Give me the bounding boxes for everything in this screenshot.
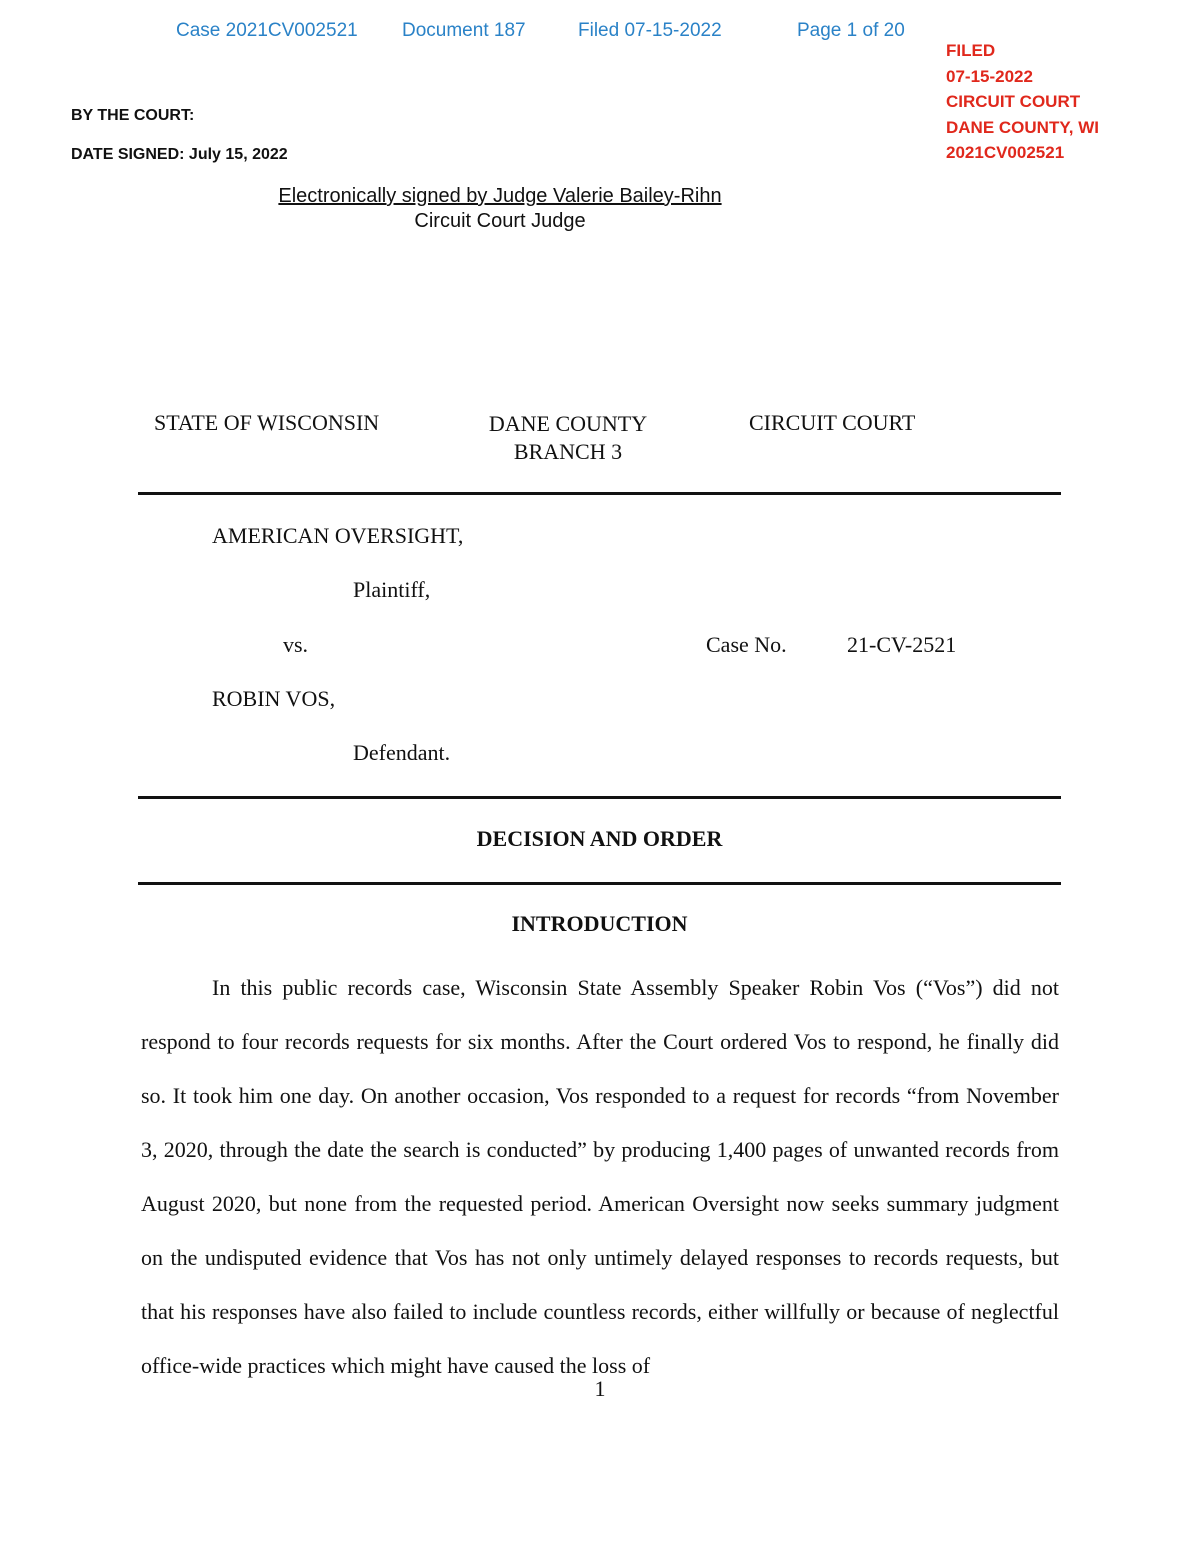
- caption-top-rule: [138, 492, 1061, 495]
- introduction-paragraph-text: In this public records case, Wisconsin State Assembly Speaker Robin Vos (“Vos”) did not respond to four records requests for six months. After the Court ordered Vos to respond, he finally did so. It took him one day. On another occasion, Vos responded to a request for records “from November 3, 2020, through the date the search is conducted” by producing 1,400 pages of unwanted records from August 2020, but none from the requested period. American Oversight now seeks summary judgment on the undisputed evidence that Vos has not only untimely delayed responses to records requests, but that his responses have also failed to include countless records, either willfully or because of neglectful office-wide practices which might have caused the loss of: [141, 975, 1059, 1378]
- by-the-court-label: BY THE COURT:: [71, 107, 195, 124]
- header-case-number: Case 2021CV002521: [176, 20, 358, 41]
- stamp-line-filed: FILED: [946, 41, 996, 60]
- caption-court: CIRCUIT COURT: [749, 410, 916, 435]
- introduction-paragraph: [141, 961, 1059, 1393]
- versus-label: vs.: [283, 632, 309, 657]
- electronic-signature: [200, 184, 800, 234]
- header-page-count: Page 1 of 20: [797, 20, 905, 41]
- plaintiff-name: AMERICAN OVERSIGHT,: [212, 523, 464, 548]
- document-title: DECISION AND ORDER: [476, 826, 723, 851]
- caption-county: DANE COUNTY: [488, 411, 648, 436]
- case-no-value: 21-CV-2521: [847, 632, 957, 657]
- header-filed-date: Filed 07-15-2022: [578, 20, 722, 41]
- caption-bottom-rule: [138, 796, 1061, 799]
- page-number: 1: [594, 1376, 606, 1401]
- caption-state: STATE OF WISCONSIN: [154, 410, 380, 435]
- stamp-line-case: 2021CV002521: [946, 143, 1065, 162]
- title-bottom-rule: [138, 882, 1061, 885]
- date-signed-label: DATE SIGNED: July 15, 2022: [71, 146, 288, 163]
- header-document-number: Document 187: [402, 20, 526, 41]
- section-heading-introduction: INTRODUCTION: [511, 911, 688, 936]
- stamp-line-county: DANE COUNTY, WI: [946, 117, 1099, 137]
- plaintiff-role: Plaintiff,: [353, 577, 431, 602]
- caption-branch: BRANCH 3: [513, 439, 623, 464]
- judge-title: Circuit Court Judge: [414, 210, 586, 232]
- case-no-label: Case No.: [706, 632, 787, 657]
- caption-county-block: [468, 410, 668, 466]
- esigned-by-judge: Electronically signed by Judge Valerie Bailey-Rihn: [278, 185, 722, 207]
- filed-stamp: [946, 38, 1099, 166]
- stamp-line-date: 07-15-2022: [946, 66, 1033, 86]
- stamp-line-court: CIRCUIT COURT: [946, 92, 1081, 111]
- defendant-name: ROBIN VOS,: [212, 686, 336, 711]
- defendant-role: Defendant.: [353, 740, 451, 765]
